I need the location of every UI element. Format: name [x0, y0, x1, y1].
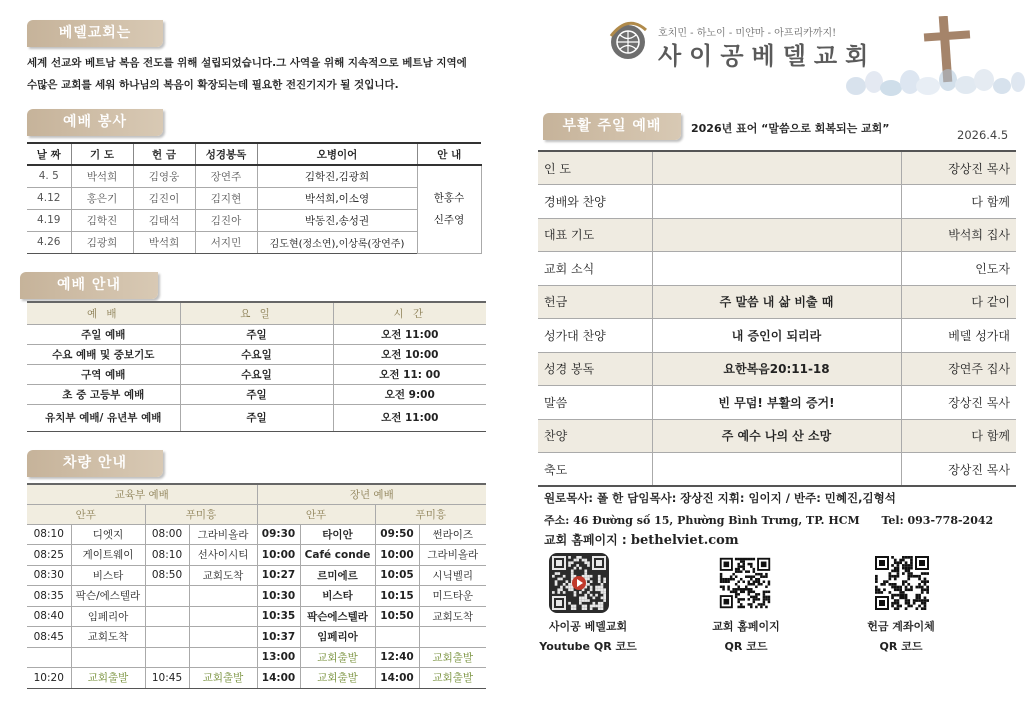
- bulletin-date: 2026.4.5: [957, 128, 1009, 142]
- duty-cell: 박석희,이소영: [257, 187, 417, 209]
- bus-sub-row: [27, 504, 486, 524]
- qr-caption-line: 교회 홈페이지: [712, 620, 780, 633]
- service-header: 요 일: [180, 302, 333, 324]
- bus-sub-header: 푸미흥: [375, 504, 486, 524]
- duty-cell: 박석희: [71, 165, 133, 187]
- service-cell: 오전 10:00: [333, 344, 486, 364]
- service-cell: 수요일: [180, 364, 333, 384]
- bus-time-cell: 10:15: [375, 586, 419, 607]
- bus-stop-cell: 교회도착: [189, 565, 257, 586]
- duty-cell: 김학진: [71, 209, 133, 231]
- table-row: [27, 586, 486, 607]
- motto: 2026년 표어 “말씀으로 회복되는 교회”: [691, 122, 890, 135]
- table-row: [27, 364, 486, 384]
- duty-header: 헌 금: [133, 143, 195, 165]
- service-pill: 예배 안내: [20, 272, 158, 299]
- bus-time-cell: 10:35: [257, 606, 300, 627]
- order-pill: 부활 주일 예배: [543, 113, 681, 140]
- order-row: [538, 352, 1016, 386]
- bus-stop-cell: 교회출발: [189, 668, 257, 689]
- duty-cell: 박동진,송성권: [257, 209, 417, 231]
- service-table: [27, 301, 486, 432]
- bus-time-cell: 10:27: [257, 565, 300, 586]
- duty-cell: 김학진,김광희: [257, 165, 417, 187]
- duty-guide-name: 신주영: [433, 214, 465, 227]
- homepage-qr-icon[interactable]: [717, 555, 777, 615]
- bus-time-cell: 08:00: [145, 524, 189, 545]
- order-item-cell: 헌금: [538, 285, 652, 319]
- bus-time-cell: [145, 606, 189, 627]
- bus-group-education: 교육부 예배: [27, 484, 257, 504]
- bus-stop-cell: 교회도착: [419, 606, 486, 627]
- duty-guide-name: 한홍수: [433, 192, 465, 205]
- service-cell: 유치부 예배/ 유년부 예배: [27, 404, 180, 431]
- offering-qr-pattern: [872, 553, 932, 613]
- duty-header: 성경봉독: [195, 143, 257, 165]
- table-row: [27, 524, 486, 545]
- order-title-cell: [652, 218, 901, 252]
- service-cell: 초 중 고등부 예배: [27, 384, 180, 404]
- order-person-cell: 베델 성가대: [901, 319, 1016, 353]
- qr-caption-line: 헌금 계좌이체: [867, 620, 935, 633]
- qr-caption-line: QR 코드: [724, 640, 768, 653]
- bus-stop-cell: 비스타: [71, 565, 145, 586]
- intro-line-1: 세계 선교와 베트남 복음 전도를 위해 설립되었습니다.그 사역을 위해 지속적으로 베트남 지역에: [27, 57, 467, 69]
- bus-time-cell: 08:30: [27, 565, 71, 586]
- service-header: 예 배: [27, 302, 180, 324]
- bus-stop-cell: [189, 606, 257, 627]
- qr-caption-youtube: [523, 617, 653, 657]
- bus-sub-header: 안푸: [257, 504, 375, 524]
- order-person-cell: 박석희 집사: [901, 218, 1016, 252]
- bus-group-adult: 장년 예배: [257, 484, 486, 504]
- duty-header: 안 내: [417, 143, 481, 165]
- qr-caption-homepage: [681, 617, 811, 657]
- bus-stop-cell: [189, 586, 257, 607]
- bus-time-cell: 09:30: [257, 524, 300, 545]
- bus-time-cell: 08:35: [27, 586, 71, 607]
- service-cell: 오전 11:00: [333, 404, 486, 431]
- address-label: 주소:: [544, 514, 570, 527]
- qr-caption-line: QR 코드: [879, 640, 923, 653]
- order-row: [538, 285, 1016, 319]
- order-person-cell: 장연주 집사: [901, 352, 1016, 386]
- order-title-cell: [652, 252, 901, 286]
- bus-stop-cell: 썬라이즈: [419, 524, 486, 545]
- table-row: [27, 647, 486, 668]
- bus-time-cell: [145, 647, 189, 668]
- intro-text: [27, 52, 497, 96]
- pastors-line: 원로목사: 폴 한 담임목사: 장상진 지휘: 임이지 / 반주: 민혜진,김형석: [544, 491, 896, 505]
- qr-caption-line: 사이공 베델교회: [548, 620, 628, 633]
- order-person-cell: 다 함께: [901, 419, 1016, 453]
- church-logo: [606, 16, 1026, 100]
- bus-stop-cell: 게이트웨이: [71, 545, 145, 566]
- duty-cell: 김태석: [133, 209, 195, 231]
- table-row: [27, 384, 486, 404]
- qr-caption-offering: [836, 617, 966, 657]
- homepage-label: 교회 홈페이지 :: [544, 533, 627, 547]
- logo-name: 사이공베델교회: [658, 42, 877, 70]
- bus-stop-cell: 그라비올라: [189, 524, 257, 545]
- service-header: 시 간: [333, 302, 486, 324]
- bus-stop-cell: 교회출발: [300, 668, 375, 689]
- service-cell: 주일: [180, 384, 333, 404]
- service-header-row: [27, 302, 486, 324]
- order-title-cell: 빈 무덤! 부활의 증거!: [652, 386, 901, 420]
- bus-time-cell: [145, 586, 189, 607]
- bus-time-cell: 10:00: [375, 545, 419, 566]
- bus-time-cell: 10:20: [27, 668, 71, 689]
- bus-stop-cell: 임페리아: [71, 606, 145, 627]
- service-cell: 오전 9:00: [333, 384, 486, 404]
- table-row: [27, 545, 486, 566]
- bus-time-cell: 10:37: [257, 627, 300, 648]
- bus-stop-cell: 디엣지: [71, 524, 145, 545]
- bus-stop-cell: [71, 647, 145, 668]
- bus-group-row: [27, 484, 486, 504]
- logo-slogan: 호치민 - 하노이 - 미얀마 - 아프리카까지!: [658, 28, 837, 39]
- duty-pill: 예배 봉사: [27, 109, 163, 136]
- bus-time-cell: 09:50: [375, 524, 419, 545]
- order-row: [538, 319, 1016, 353]
- order-row: [538, 185, 1016, 219]
- order-row: [538, 419, 1016, 453]
- order-row: [538, 252, 1016, 286]
- bus-stop-cell: 미드타운: [419, 586, 486, 607]
- order-item-cell: 교회 소식: [538, 252, 652, 286]
- bus-time-cell: 10:30: [257, 586, 300, 607]
- bus-sub-header: 안푸: [27, 504, 145, 524]
- bus-stop-cell: 교회도착: [71, 627, 145, 648]
- order-item-cell: 축도: [538, 453, 652, 487]
- address-text: 46 Đường số 15, Phường Bình Trưng, TP. HCM: [573, 514, 860, 527]
- service-cell: 주일: [180, 404, 333, 431]
- table-row: [27, 606, 486, 627]
- bus-stop-cell: 타이안: [300, 524, 375, 545]
- duty-cell: 장연주: [195, 165, 257, 187]
- bus-time-cell: 10:50: [375, 606, 419, 627]
- table-row: [27, 668, 486, 689]
- service-cell: 수요 예배 및 중보기도: [27, 344, 180, 364]
- youtube-qr-pattern: [549, 553, 609, 613]
- bus-time-cell: 08:25: [27, 545, 71, 566]
- order-item-cell: 성가대 찬양: [538, 319, 652, 353]
- bus-time-cell: 08:50: [145, 565, 189, 586]
- service-cell: 주일: [180, 324, 333, 344]
- homepage-link[interactable]: bethelviet.com: [630, 533, 739, 548]
- duty-cell: 김영웅: [133, 165, 195, 187]
- duty-cell: 홍은기: [71, 187, 133, 209]
- duty-cell: 김광희: [71, 231, 133, 253]
- qr-caption-line: Youtube QR 코드: [539, 640, 637, 653]
- duty-cell: 4. 5: [27, 165, 71, 187]
- bus-stop-cell: 팍슨에스텔라: [300, 606, 375, 627]
- table-row: [27, 627, 486, 648]
- duty-cell: 김진이: [133, 187, 195, 209]
- order-title-cell: 주 말씀 내 삶 비출 때: [652, 285, 901, 319]
- duty-cell: 김진아: [195, 209, 257, 231]
- bus-time-cell: 08:10: [145, 545, 189, 566]
- service-cell: 주일 예배: [27, 324, 180, 344]
- service-cell: 오전 11:00: [333, 324, 486, 344]
- intro-pill: 베델교회는: [27, 20, 163, 47]
- bus-stop-cell: 교회출발: [71, 668, 145, 689]
- order-item-cell: 대표 기도: [538, 218, 652, 252]
- bus-time-cell: 10:00: [257, 545, 300, 566]
- order-person-cell: 장상진 목사: [901, 453, 1016, 487]
- order-row: [538, 151, 1016, 185]
- bus-stop-cell: 팍슨/에스텔라: [71, 586, 145, 607]
- service-cell: 구역 예배: [27, 364, 180, 384]
- service-cell: 오전 11: 00: [333, 364, 486, 384]
- order-row: [538, 386, 1016, 420]
- bus-stop-cell: 그라비올라: [419, 545, 486, 566]
- duty-header: 기 도: [71, 143, 133, 165]
- duty-guide-cell: [417, 165, 481, 253]
- homepage-line: [544, 531, 739, 548]
- bus-time-cell: [375, 627, 419, 648]
- bus-time-cell: 14:00: [375, 668, 419, 689]
- table-row: [27, 187, 481, 209]
- bus-stop-cell: 선사이시티: [189, 545, 257, 566]
- order-item-cell: 말씀: [538, 386, 652, 420]
- table-row: [27, 165, 481, 187]
- bus-time-cell: 10:05: [375, 565, 419, 586]
- duty-cell: 4.19: [27, 209, 71, 231]
- bus-time-cell: 10:45: [145, 668, 189, 689]
- bus-time-cell: 14:00: [257, 668, 300, 689]
- address-line: [544, 512, 993, 528]
- bus-time-cell: [27, 647, 71, 668]
- bus-time-cell: 08:45: [27, 627, 71, 648]
- duty-header: 오병이어: [257, 143, 417, 165]
- duty-cell: 서지민: [195, 231, 257, 253]
- table-row: [27, 231, 481, 253]
- bus-time-cell: 08:10: [27, 524, 71, 545]
- bus-stop-cell: 임페리아: [300, 627, 375, 648]
- duty-cell: 4.26: [27, 231, 71, 253]
- table-row: [27, 404, 486, 431]
- table-row: [27, 209, 481, 231]
- service-cell: 수요일: [180, 344, 333, 364]
- order-person-cell: 다 함께: [901, 185, 1016, 219]
- order-table: [538, 150, 1016, 487]
- duty-header: 날 짜: [27, 143, 71, 165]
- duty-table: [27, 142, 482, 254]
- bus-table: [27, 483, 486, 689]
- order-person-cell: 다 같이: [901, 285, 1016, 319]
- bus-time-cell: 13:00: [257, 647, 300, 668]
- bus-time-cell: [145, 627, 189, 648]
- order-person-cell: 장상진 목사: [901, 386, 1016, 420]
- order-row: [538, 218, 1016, 252]
- bus-stop-cell: [419, 627, 486, 648]
- order-title-cell: 내 증인이 되리라: [652, 319, 901, 353]
- bus-pill: 차량 안내: [27, 450, 163, 477]
- homepage-qr-pattern: [717, 555, 773, 611]
- table-row: [27, 565, 486, 586]
- bus-stop-cell: [189, 627, 257, 648]
- table-row: [27, 344, 486, 364]
- order-title-cell: 요한복음20:11-18: [652, 352, 901, 386]
- tel-text: Tel: 093-778-2042: [881, 514, 994, 527]
- intro-line-2: 수많은 교회를 세워 하나님의 복음이 확장되는데 필요한 전진기지가 될 것입니다.: [27, 79, 399, 91]
- duty-cell: 김지현: [195, 187, 257, 209]
- bus-stop-cell: 비스타: [300, 586, 375, 607]
- bus-stop-cell: 르미에르: [300, 565, 375, 586]
- order-item-cell: 경배와 찬양: [538, 185, 652, 219]
- order-title-cell: [652, 185, 901, 219]
- order-title-cell: [652, 453, 901, 487]
- youtube-qr-icon[interactable]: [549, 553, 609, 613]
- bus-stop-cell: 시닉벨리: [419, 565, 486, 586]
- duty-cell: 박석희: [133, 231, 195, 253]
- offering-qr-icon[interactable]: [872, 553, 932, 613]
- bus-stop-cell: Café conde: [300, 545, 375, 566]
- table-row: [27, 324, 486, 344]
- bus-time-cell: 12:40: [375, 647, 419, 668]
- bus-stop-cell: [189, 647, 257, 668]
- order-item-cell: 성경 봉독: [538, 352, 652, 386]
- bus-stop-cell: 교회출발: [300, 647, 375, 668]
- order-item-cell: 인 도: [538, 151, 652, 185]
- order-person-cell: 장상진 목사: [901, 151, 1016, 185]
- order-item-cell: 찬양: [538, 419, 652, 453]
- bus-stop-cell: 교회출발: [419, 647, 486, 668]
- bus-sub-header: 푸미흥: [145, 504, 257, 524]
- duty-cell: 김도현(정소연),이상록(장연주): [257, 231, 417, 253]
- duty-header-row: [27, 143, 481, 165]
- order-title-cell: 주 예수 나의 산 소망: [652, 419, 901, 453]
- bus-time-cell: 08:40: [27, 606, 71, 627]
- order-row: [538, 453, 1016, 487]
- duty-cell: 4.12: [27, 187, 71, 209]
- order-person-cell: 인도자: [901, 252, 1016, 286]
- bus-stop-cell: 교회출발: [419, 668, 486, 689]
- order-title-cell: [652, 151, 901, 185]
